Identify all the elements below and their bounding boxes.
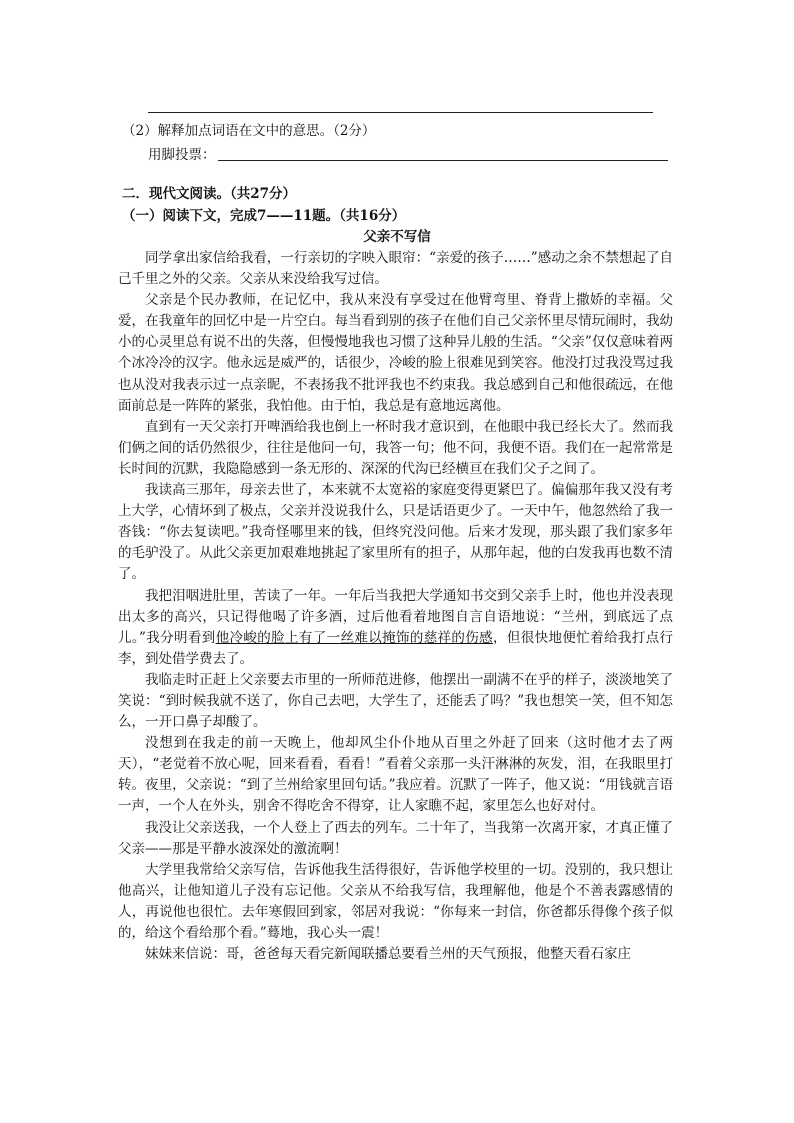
section-title: 二．现代文阅读。（共27分） [122,186,297,202]
paragraph: 同学拿出家信给我看，一行亲切的字映入眼帘：“亲爱的孩子……”感动之余不禁想起了自己千里之外的父亲。父亲从来没给我写过信。 [118,250,673,288]
paragraph: 大学里我常给父亲写信，告诉他我生活得很好，告诉他学校里的一切。没别的，我只想让他高兴，让他知道儿子没有忘记他。父亲从不给我写信，我理解他，他是个不善表露感情的人，再说他也很忙。去年寒假回到家，邻居对我说：“你每来一封信，你爸都乐得像个孩子似的，给这个看给那个看。”蓦地，我心头一震！ [118,861,673,941]
paragraph-text: 我把泪咽进肚里，苦读了一年。一年后当我把大学通知书交到父亲手上时，他也并没表现出太多的高兴，只记得他喝了许多酒，过后他看着地图自言自语地说：“兰州，到底远了点儿。”我分明看到 [118,587,673,646]
question-2: （2）解释加点词语在文中的意思。（2分） [122,123,376,139]
paragraph: 我没让父亲送我，一个人登上了西去的列车。二十年了，当我第一次离开家，才真正懂了父亲——那是平静水波深处的激流啊！ [118,819,673,857]
subsection-title: （一）阅读下文，完成7——11题。（共16分） [122,208,406,224]
paragraph [118,586,673,670]
paragraph: 父亲是个民办教师，在记忆中，我从来没有享受过在他臂弯里、脊背上撒娇的幸福。父爱，在我童年的回忆中是一片空白。每当看到别的孩子在他们自己父亲怀里尽情玩闹时，我幼小的心灵里总有说不出的失落，但慢慢地我也习惯了这种异儿般的生活。“父亲”仅仅意味着两个冰冷冷的汉字。他永远是威严的，话很少，冷峻的脸上很难见到笑容。他没打过我没骂过我也从没对我表示过一点亲昵，不表扬我不批评我也不约束我。我总感到自己和他很疏远，在他面前总是一阵阵的紧张，我怕他。由于怕，我总是有意地远离他。 [118,292,673,414]
underlined-phrase: 他冷峻的脸上有了一丝难以掩饰的慈祥的伤感 [215,629,494,646]
answer-blank [218,146,669,161]
paragraph: 没想到在我走的前一天晚上，他却风尘仆仆地从百里之外赶了回来（这时他才去了两天），“老觉着不放心呢，回来看看，看看！”看着父亲那一头汗淋淋的灰发，泪，在我眼里打转。夜里，父亲说：“到了兰州给家里回句话。”我应着。沉默了一阵子，他又说：“用钱就言语一声，一个人在外头，别舍不得吃舍不得穿，让人家瞧不起，家里怎么也好对付。 [118,735,673,815]
paragraph: 我读高三那年，母亲去世了，本来就不太宽裕的家庭变得更紧巴了。偏偏那年我又没有考上大学，心情坏到了极点，父亲并没说我什么，只是话语更少了。一天中午，他忽然给了我一沓钱：“你去复读吧。”我奇怪哪里来的钱，但终究没问他。后来才发现，那头跟了我们家多年的毛驴没了。从此父亲更加艰难地挑起了家里所有的担子，从那年起，他的白发我再也数不清了。 [118,482,673,583]
essay-title: 父亲不写信 [363,229,431,245]
answer-term: 用脚投票： [148,147,216,163]
paragraph: 我临走时正赶上父亲要去市里的一所师范进修，他摆出一副满不在乎的样子，淡淡地笑了笑说：“到时候我就不送了，你自己去吧，大学生了，还能丢了吗？”我也想笑一笑，但不知怎么，一开口鼻子却酸了。 [118,671,673,731]
paragraph: 直到有一天父亲打开啤酒给我也倒上一杯时我才意识到，在他眼中我已经长大了。然而我们俩之间的话仍然很少，往往是他问一句，我答一句；他不问，我便不语。我们在一起常常是长时间的沉默，我隐隐感到一条无形的、深深的代沟已经横亘在我们父子之间了。 [118,418,673,477]
answer-line [148,112,653,113]
paragraph: 妹妹来信说：哥，爸爸每天看完新闻联播总要看兰州的天气预报，他整天看石家庄 [145,946,631,963]
paragraph-text: ，但很快地便忙着给我打点行李，到处借学费去了。 [118,629,673,667]
essay-body [118,248,673,965]
answer-row [148,143,668,163]
